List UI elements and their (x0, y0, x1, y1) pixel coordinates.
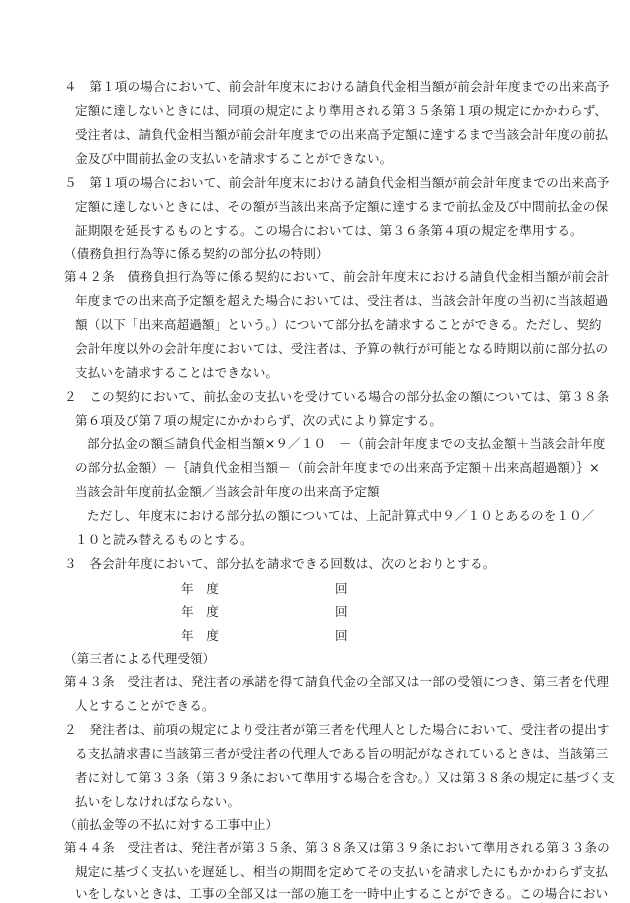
text-line: 額（以下「出来高超過額」という。）について部分払を請求することができる。ただし、契約 (75, 317, 602, 332)
text-line: 金及び中間前払金の支払いを請求することができない。 (75, 151, 393, 166)
text-line: 証期限を延長するものとする。この場合においては、第３６条第４項の規定を準用する。 (75, 223, 583, 238)
text-line: ４ 第１項の場合において、前会計年度末における請負代金相当額が前会計年度までの出来高予 (64, 79, 610, 94)
text-line: 会計年度以外の会計年度においては、受注者は、予算の執行が可能となる時期以前に部分払の (75, 341, 609, 356)
article-line: 第４４条 受注者は、発注者が第３５条、第３８条又は第３９条において準用される第３３条の (64, 840, 610, 855)
text-line: ２ 発注者は、前項の規定により受注者が第三者を代理人とした場合において、受注者の提出す (64, 722, 610, 737)
text-line: ２ この契約において、前払金の支払いを受けている場合の部分払金の額については、第３８条 (64, 389, 610, 404)
count-unit: 回 (335, 604, 348, 619)
text-line: 規定に基づく支払いを遅延し、相当の期間を定めてその支払いを請求したにもかかわらず支払 (75, 864, 609, 879)
text-line: 第６項及び第７項の規定にかかわらず、次の式により算定する。 (75, 413, 443, 428)
text-line: ５ 第１項の場合において、前会計年度末における請負代金相当額が前会計年度までの出来高予 (64, 175, 610, 190)
count-unit: 回 (335, 628, 348, 643)
section-heading: （第三者による代理受領） (64, 651, 216, 666)
text-line: 支払いを請求することはできない。 (75, 365, 279, 380)
text-line: 受注者は、請負代金相当額が前会計年度までの出来高予定額に達するまで当該会計年度の前払 (75, 127, 609, 142)
text-line: 者に対して第３３条（第３９条において準用する場合を含む。）又は第３８条の規定に基づく支 (75, 770, 615, 785)
section-heading: （債務負担行為等に係る契約の部分払の特則） (64, 246, 329, 261)
text-line: ただし、年度末における部分払の額については、上記計算式中９／１０とあるのを１０／ (87, 508, 595, 523)
section-heading: （前払金等の不払に対する工事中止） (64, 817, 279, 832)
text-line: 年度までの出来高予定額を超えた場合においては、受注者は、当該会計年度の当初に当該超過 (75, 293, 609, 308)
text-line: 人とすることができる。 (75, 698, 215, 713)
text-line: 定額に達しないときには、同項の規定により準用される第３５条第１項の規定にかかわらず、 (75, 103, 608, 118)
formula-line: の部分払金額）－｛請負代金相当額－（前会計年度までの出来高予定額＋出来高超過額）｝× (75, 460, 600, 475)
article-line: 第４２条 債務負担行為等に係る契約において、前会計年度末における請負代金相当額が前会計 (64, 269, 610, 284)
text-line: ３ 各会計年度において、部分払を請求できる回数は、次のとおりとする。 (64, 556, 496, 571)
text-line: る支払請求書に当該第三者が受注者の代理人である旨の明記がなされているときは、当該第三 (75, 746, 609, 761)
formula-line: 部分払金の額≦請負代金相当額×９／１０ －（前会計年度までの支払金額＋当該会計年度 (87, 436, 606, 451)
text-line: いをしないときは、工事の全部又は一部の施工を一時中止することができる。この場合におい (75, 886, 609, 901)
text-line: 払いをしなければならない。 (75, 794, 241, 809)
text-line: 定額に達しないときには、その額が当該出来高予定額に達するまで前払金及び中間前払金の保 (75, 199, 609, 214)
formula-line: 当該会計年度前払金額／当該会計年度の出来高予定額 (75, 484, 380, 499)
fiscal-year-label: 年 度 (181, 581, 219, 596)
text-line: １０と読み替えるものとする。 (75, 532, 253, 547)
fiscal-year-label: 年 度 (181, 628, 219, 643)
fiscal-year-label: 年 度 (181, 604, 219, 619)
article-line: 第４３条 受注者は、発注者の承諾を得て請負代金の全部又は一部の受領につき、第三者を代理 (64, 674, 610, 689)
count-unit: 回 (335, 581, 348, 596)
